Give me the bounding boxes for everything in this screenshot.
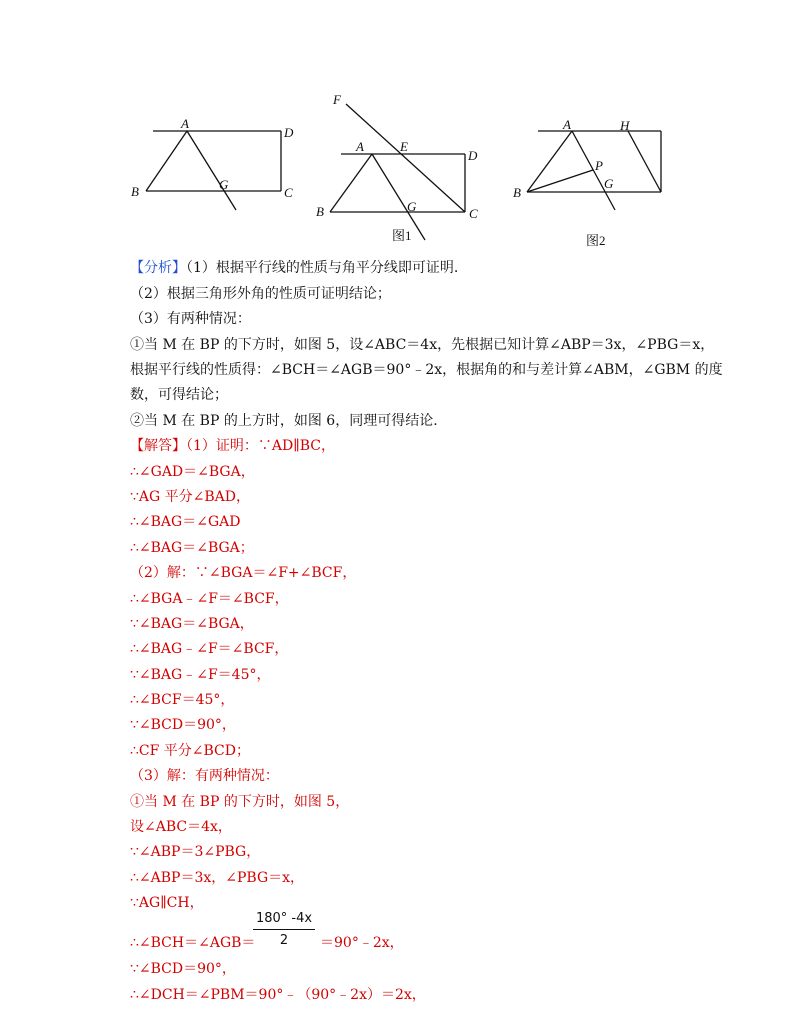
answer-line-19: ∵AG∥CH， (130, 895, 204, 911)
answer-line-12: ∵∠BCD＝90°， (130, 717, 236, 733)
answer-line-16: 设∠ABC＝4x， (130, 819, 232, 835)
line-h-parallel (628, 131, 661, 192)
label-fig1-d: D (468, 148, 478, 163)
label-left-b: B (131, 184, 139, 199)
line-a-b (330, 154, 372, 212)
answer-line-1 (130, 436, 335, 456)
analysis-tag: 【分析】 (130, 260, 186, 276)
caption-fig1: 图1 (392, 228, 412, 243)
label-fig1-c: C (469, 206, 478, 221)
line-f-c (346, 104, 465, 212)
analysis-text-1: （1）根据平行线的性质与角平分线即可证明. (186, 260, 459, 276)
analysis-line-4: ①当 M 在 BP 的下方时，如图 5，设∠ABC＝4x，先根据已知计算∠ABP＝3x，∠PBG＝x， (130, 337, 715, 353)
answer-line-8: ∵∠BAG＝∠BGA， (130, 616, 254, 632)
label-fig1-b: B (316, 204, 324, 219)
label-fig1-f: F (333, 92, 341, 107)
answer-line-2: ∴∠GAD＝∠BGA， (130, 464, 255, 480)
analysis-line-3: （3）有两种情况： (130, 311, 251, 327)
answer-line-18: ∴∠ABP＝3x，∠PBG＝x， (130, 870, 305, 886)
analysis-line-6: 数，可得结论； (130, 387, 228, 403)
label-fig2-h: H (620, 118, 630, 133)
line-a-b (527, 131, 572, 192)
label-fig2-g: G (604, 176, 614, 191)
answer-line-10: ∵∠BAG﹣∠F＝45°， (130, 667, 271, 683)
answer-line-9: ∴∠BAG﹣∠F＝∠BCF， (130, 641, 289, 657)
line-a-g-extended (187, 131, 236, 210)
answer-line-22: ∴∠DCH＝∠PBM＝90°﹣（90°﹣2x）＝2x， (130, 987, 426, 1003)
label-fig1-g: G (407, 199, 417, 214)
label-left-d: D (284, 125, 294, 140)
answer-line-20-pre: ∴∠BCH＝∠AGB＝ (130, 935, 256, 951)
answer-line-15: ①当 M 在 BP 的下方时，如图 5， (130, 794, 350, 810)
answer-line-21: ∵∠BCD＝90°， (130, 961, 236, 977)
analysis-line-5: 根据平行线的性质得：∠BCH＝∠AGB＝90°﹣2x，根据角的和与差计算∠ABM，∠GBM 的度 (130, 362, 723, 378)
line-a-g-extended (572, 131, 615, 210)
figure-1 (330, 104, 465, 240)
fraction-numerator: 180° -4x (255, 911, 313, 926)
answer-line-11: ∴∠BCF＝45°， (130, 692, 235, 708)
answer-line-6: （2）解：∵∠BGA＝∠F+∠BCF， (130, 565, 357, 581)
geometry-figures (0, 0, 800, 255)
label-fig2-a: A (563, 117, 571, 132)
label-fig1-e: E (400, 139, 408, 154)
answer-line-7: ∴∠BGA﹣∠F＝∠BCF， (130, 591, 289, 607)
fraction-bar (253, 929, 315, 930)
label-left-a: A (181, 116, 189, 131)
answer-line-4: ∴∠BAG＝∠GAD (130, 514, 241, 530)
label-left-c: C (284, 185, 293, 200)
fraction (253, 910, 315, 950)
answer-line-3: ∵AG 平分∠BAD， (130, 489, 251, 505)
label-fig1-a: A (356, 139, 364, 154)
label-fig2-b: B (513, 185, 521, 200)
caption-fig2: 图2 (586, 233, 606, 248)
label-fig2-p: P (595, 158, 603, 173)
line-a-b (146, 131, 187, 191)
answer-text-1: （1）证明：∵AD∥BC， (186, 438, 335, 454)
analysis-line-2: （2）根据三角形外角的性质可证明结论； (130, 286, 391, 302)
figure-2 (527, 131, 661, 210)
answer-line-17: ∵∠ABP＝3∠PBG， (130, 844, 261, 860)
answer-line-13: ∴CF 平分∠BCD； (130, 743, 250, 759)
label-left-g: G (219, 177, 229, 192)
analysis-line-7: ②当 M 在 BP 的上方时，如图 6，同理可得结论. (130, 413, 438, 429)
answer-tag: 【解答】 (130, 438, 186, 454)
answer-line-5: ∴∠BAG＝∠BGA； (130, 540, 254, 556)
fraction-denominator: 2 (279, 933, 289, 948)
figure-left (146, 131, 281, 210)
answer-line-20-post: ＝90°﹣2x， (320, 935, 404, 951)
analysis-line-1 (130, 258, 458, 278)
answer-line-14: （3）解：有两种情况： (130, 768, 279, 784)
line-b-p (527, 170, 593, 192)
